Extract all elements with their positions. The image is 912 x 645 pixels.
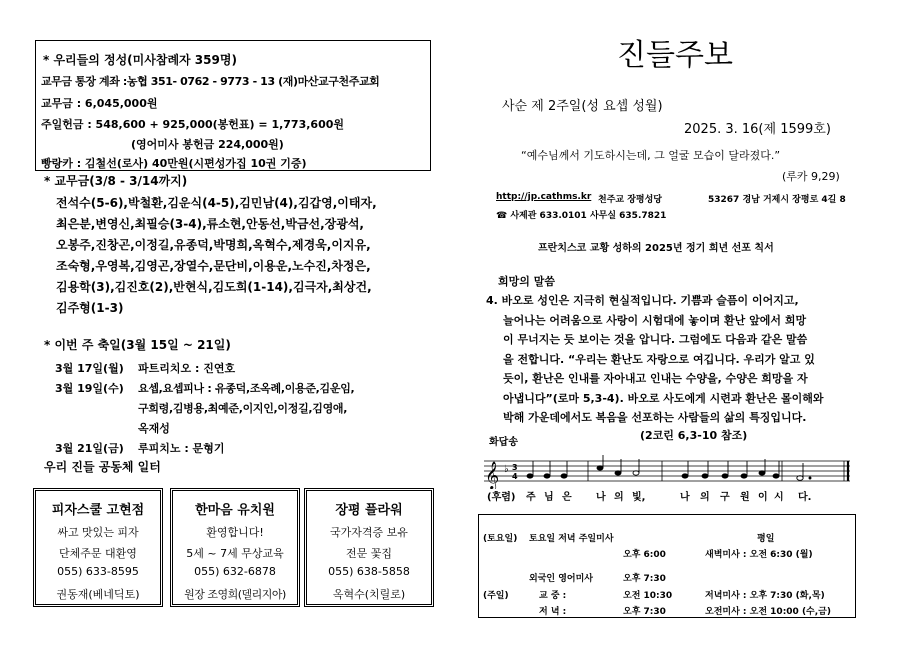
ad-line: 싸고 맛있는 피자 <box>57 526 139 539</box>
dues-line: 김용학(3),김진호(2),반현식,김도희(1-14),김극자,최상건, <box>56 280 372 294</box>
lyric-syllable: 빛, <box>632 492 646 503</box>
paragraph-line: 아냅니다”(로마 5,3-4). 바오로 사도에게 시련과 환난은 몰이해와 <box>503 391 824 405</box>
parish-address: 53267 경남 거제시 장평로 4길 8 <box>708 195 846 205</box>
feast-date: 3월 21일(금) <box>55 442 124 455</box>
feast-names: 옥재성 <box>138 422 170 435</box>
ad-title: 한마음 유치원 <box>195 503 275 518</box>
feast-heading: * 이번 주 축일(3월 15일 ~ 21일) <box>44 338 231 352</box>
svg-text:𝄞: 𝄞 <box>485 461 500 489</box>
lyric-syllable: 의 <box>614 492 624 503</box>
church-dues-total: 교무금 : 6,045,000원 <box>41 97 158 110</box>
parish-name: 천주교 장평성당 <box>598 195 662 205</box>
ad-title: 장평 플라워 <box>335 503 403 518</box>
dues-line: 조숙형,우영복,김영곤,장열수,문단비,이용운,노수진,차정은, <box>56 259 371 273</box>
date-issue: 2025. 3. 16(제 1599호) <box>684 122 831 137</box>
offering-box <box>35 40 431 171</box>
music-staff <box>482 455 854 489</box>
saturday-time: 오후 6:00 <box>623 550 666 560</box>
lyric-syllable: 시 <box>774 492 784 503</box>
feast-names: 파트리치오 : 진연호 <box>138 362 236 375</box>
ad-line: 단체주문 대환영 <box>59 547 137 560</box>
psalm-label: 화답송 <box>489 437 518 448</box>
weekday-evening: 저녁미사 : 오후 7:30 (화,목) <box>705 591 825 601</box>
lyric-syllable: 나 <box>596 492 606 503</box>
dues-heading: * 교무금(3/8 - 3/14까지) <box>44 174 188 188</box>
ad-owner: 원장 조영희(델리지아) <box>184 588 286 601</box>
gospel-quote: “예수님께서 기도하시는데, 그 얼굴 모습이 달라졌다.” <box>521 149 781 162</box>
account-info: 교무금 통장 계좌 :농협 351- 0762 - 9773 - 13 (재)마산교구천주교회 <box>41 75 380 88</box>
ad-line: 전문 꽃집 <box>345 547 392 560</box>
svg-text:♭: ♭ <box>504 464 509 475</box>
saturday-mass: 토요일 저녁 주일미사 <box>529 534 614 544</box>
feast-names: 구희령,김병용,최예준,이지인,이정길,김영애, <box>138 402 348 415</box>
lyric-syllable: 원 <box>740 492 750 503</box>
sunday-name: 사순 제 2주일(성 요셉 성월) <box>502 99 663 114</box>
lyric-syllable: 님 <box>544 492 554 503</box>
message-reference: (2코린 6,3-10 참조) <box>640 429 748 442</box>
evening-time: 오후 7:30 <box>623 607 666 617</box>
ad-kindergarten <box>170 488 300 607</box>
message-heading: 프란치스코 교황 성하의 2025년 정기 희년 선포 칙서 <box>538 243 774 254</box>
dues-list <box>56 193 377 319</box>
parish-phone: ☎ 사제관 633.0101 사무실 635.7821 <box>496 211 667 221</box>
ad-title: 피자스쿨 고현점 <box>51 503 145 518</box>
ad-line: 국가자격증 보유 <box>330 526 408 539</box>
offering-heading: * 우리들의 정성(미사참례자 359명) <box>43 53 237 67</box>
mass-times-box <box>478 514 856 618</box>
lyric-syllable: 은 <box>562 492 572 503</box>
community-work-heading: 우리 진들 공동체 일터 <box>44 460 161 474</box>
lyric-syllable: 주 <box>526 492 536 503</box>
feast-date: 3월 17일(월) <box>55 362 124 375</box>
paragraph-line: 늘어나는 어려움으로 사랑이 시험대에 놓이며 환난 앞에서 희망 <box>503 313 807 327</box>
foreign-time: 오후 7:30 <box>623 574 666 584</box>
lyric-syllable: 의 <box>700 492 710 503</box>
dues-line: 오봉주,진창곤,이정길,유종덕,박명희,옥혁수,제경욱,이지유, <box>56 238 371 252</box>
weekday-dawn: 새벽미사 : 오전 6:30 (월) <box>705 550 813 560</box>
ad-line: 환영합니다! <box>206 526 264 539</box>
svg-text:4: 4 <box>512 472 518 481</box>
feast-names: 요셉,요셉피나 : 유종덕,조옥례,이용준,김운임, <box>138 382 355 395</box>
dues-line: 전석수(5-6),박철환,김운식(4-5),김민남(4),김갑영,이태자, <box>56 196 377 210</box>
bulletin-title: 진들주보 <box>617 38 733 73</box>
paragraph-line: 듯이, 환난은 인내를 자아내고 인내는 수양을, 수양은 희망을 자 <box>503 372 808 385</box>
school-time: 오전 10:30 <box>623 591 673 601</box>
sunday-collection: 주일헌금 : 548,600 + 925,000(봉헌표) = 1,773,600원 <box>41 118 345 131</box>
paragraph-line: 4. 바오로 성인은 지극히 현실적입니다. 기쁨과 슬픔이 이어지고, <box>486 294 799 307</box>
ad-owner: 권동재(베네딕토) <box>56 588 140 601</box>
lyric-syllable: 이 <box>758 492 768 503</box>
dues-line: 최은분,변영신,최필승(3-4),류소현,안동선,박금선,장광석, <box>56 217 364 231</box>
ad-phone: 055) 638-5858 <box>328 565 410 578</box>
message-subheading: 희망의 말씀 <box>498 275 555 288</box>
ad-pizza-school <box>33 488 163 607</box>
feast-date: 3월 19일(수) <box>55 382 124 395</box>
paragraph-line: 박해 가운데에서도 복음을 선포하는 사람들의 삶의 특징입니다. <box>503 411 807 424</box>
lyric-syllable: 나 <box>680 492 690 503</box>
english-mass-offering: (영어미사 봉헌금 224,000원) <box>131 138 284 151</box>
weekday-label: 평일 <box>757 534 775 544</box>
school-mass: 교 중 : <box>539 591 567 601</box>
feast-names: 루피치노 : 문형기 <box>138 442 225 455</box>
lyric-syllable: 구 <box>720 492 730 503</box>
lyric-syllable: 다. <box>798 492 812 503</box>
ad-line: 5세 ~ 7세 무상교육 <box>186 547 284 560</box>
psalm-refrain-label: (후렴) <box>487 492 516 503</box>
website-link[interactable]: http://jp.cathms.kr <box>496 192 592 202</box>
paragraph-line: 이 무너지는 듯 보이는 것을 압니다. 그럼에도 다음과 같은 말씀 <box>503 333 808 346</box>
gospel-reference: (루카 9,29) <box>782 170 840 183</box>
ad-owner: 옥혁수(치릴로) <box>332 588 406 601</box>
evening-mass: 저 녁 : <box>539 607 567 617</box>
bread-card: 빵랑카 : 김철선(로사) 40만원(시편성가집 10권 기증) <box>41 157 307 170</box>
ad-phone: 055) 632-6878 <box>194 565 276 578</box>
paragraph-line: 을 전합니다. “우리는 환난도 자랑으로 여깁니다. 우리가 알고 있 <box>503 352 815 366</box>
ad-phone: 055) 633-8595 <box>57 565 139 578</box>
svg-text:3: 3 <box>512 463 518 472</box>
saturday-label: (토요일) <box>483 534 518 544</box>
foreign-mass: 외국인 영어미사 <box>529 574 593 584</box>
message-paragraph <box>486 291 824 428</box>
dues-line: 김주형(1-3) <box>56 301 124 315</box>
sunday-label: (주일) <box>483 591 509 601</box>
ad-flower-shop <box>304 488 434 607</box>
weekday-morning: 오전미사 : 오전 10:00 (수,금) <box>705 607 831 617</box>
